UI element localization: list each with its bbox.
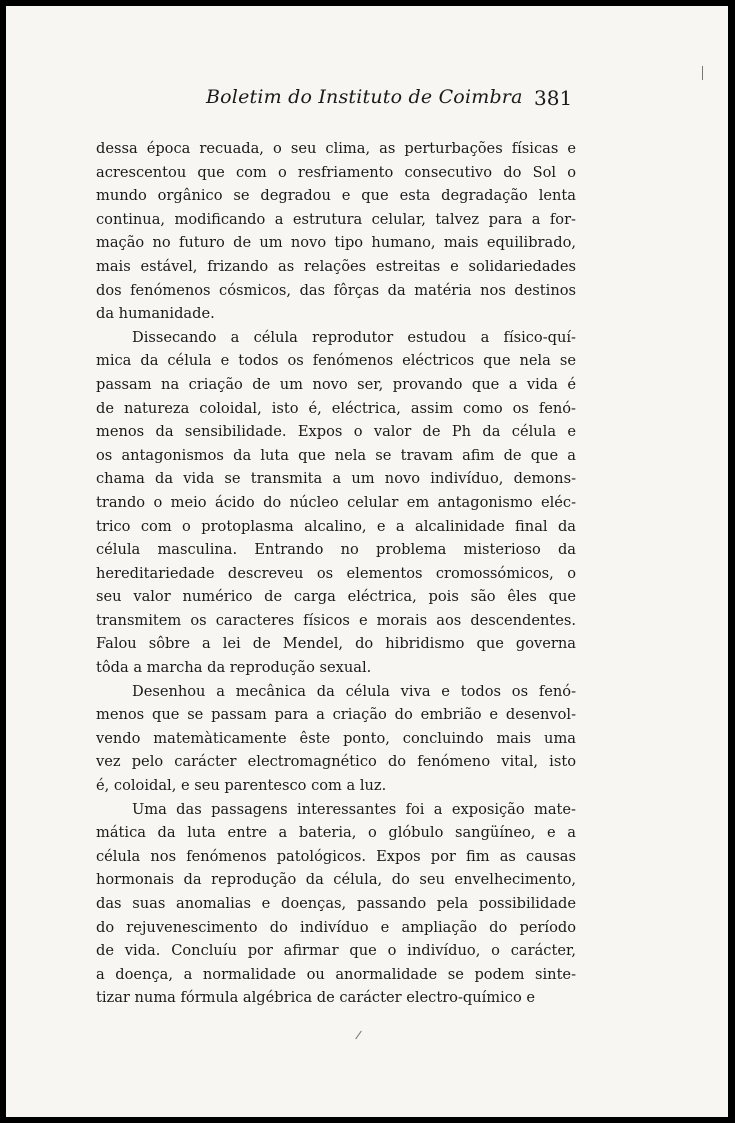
text-line: trico com o protoplasma alcalino, e a alcalinidade final da bbox=[96, 517, 576, 535]
text-line: passam na criação de um novo ser, provando que a vida é bbox=[96, 375, 576, 393]
text-line: tôda a marcha da reprodução sexual. bbox=[96, 659, 372, 677]
text-line: os antagonismos da luta que nela se travam afim de que a bbox=[96, 446, 576, 464]
text-line: mação no futuro de um novo tipo humano, mais equilibrado, bbox=[96, 234, 576, 252]
text-line: dessa época recuada, o seu clima, as perturbações físicas e bbox=[96, 140, 576, 157]
text-line: de vida. Concluíu por afirmar que o indivíduo, o carácter, bbox=[96, 942, 576, 960]
text-line: chama da vida se transmita a um novo indivíduo, demons- bbox=[96, 470, 576, 488]
text-line: mais estável, frizando as relações estreitas e solidariedades bbox=[96, 257, 576, 275]
page-number: 381 bbox=[534, 86, 573, 110]
text-line: menos da sensibilidade. Expos o valor de Ph da célula e bbox=[96, 423, 576, 441]
text-line: mundo orgânico se degradou e que esta degradação lenta bbox=[96, 187, 576, 205]
text-line: seu valor numérico de carga eléctrica, pois são êles que bbox=[96, 588, 576, 606]
text-line: menos que se passam para a criação do embrião e desenvol- bbox=[96, 706, 576, 724]
text-line: Dissecando a célula reprodutor estudou a físico-quí- bbox=[132, 328, 576, 346]
page-header bbox=[6, 86, 728, 116]
text-line: dos fenómenos cósmicos, das fôrças da matéria nos destinos bbox=[96, 281, 576, 299]
text-line: hormonais da reprodução da célula, do seu envelhecimento, bbox=[96, 871, 576, 889]
text-line: trando o meio ácido do núcleo celular em antagonismo eléc- bbox=[96, 493, 576, 511]
text-line: célula masculina. Entrando no problema misterioso da bbox=[96, 541, 576, 559]
text-line: mática da luta entre a bateria, o glóbulo sangüíneo, e a bbox=[96, 824, 576, 842]
text-line: mica da célula e todos os fenómenos eléctricos que nela se bbox=[96, 352, 576, 370]
text-line: vez pelo carácter electromagnético do fenómeno vital, isto bbox=[96, 753, 576, 771]
text-line: hereditariedade descreveu os elementos cromossómicos, o bbox=[96, 564, 576, 582]
text-line: vendo matemàticamente êste ponto, concluindo mais uma bbox=[96, 729, 576, 747]
text-line: continua, modificando a estrutura celular, talvez para a for- bbox=[96, 210, 576, 228]
running-title: Boletim do Instituto de Coimbra bbox=[206, 86, 523, 108]
book-page bbox=[6, 6, 728, 1117]
text-line: acrescentou que com o resfriamento consecutivo do Sol o bbox=[96, 163, 576, 181]
text-line: tizar numa fórmula algébrica de carácter electro-químico e bbox=[96, 989, 536, 1007]
text-line: transmitem os caracteres físicos e morais aos descendentes. bbox=[96, 611, 576, 629]
text-line: Desenhou a mecânica da célula viva e todos os fenó- bbox=[132, 682, 576, 700]
text-line: do rejuvenescimento do indivíduo e ampliação do período bbox=[96, 918, 576, 936]
text-line: é, coloidal, e seu parentesco com a luz. bbox=[96, 777, 387, 795]
text-line: de natureza coloidal, isto é, eléctrica, assim como os fenó- bbox=[96, 399, 576, 417]
text-line: Uma das passagens interessantes foi a exposição mate- bbox=[132, 800, 576, 818]
text-line: célula nos fenómenos patológicos. Expos por fim as causas bbox=[96, 847, 576, 865]
text-line: Falou sôbre a lei de Mendel, do hibridismo que governa bbox=[96, 635, 576, 653]
text-line: a doença, a normalidade ou anormalidade se podem sinte- bbox=[96, 965, 576, 983]
scan-mark bbox=[702, 66, 703, 80]
body-text bbox=[96, 137, 576, 1010]
scan-mark bbox=[355, 1031, 362, 1040]
text-line: da humanidade. bbox=[96, 305, 215, 323]
text-line: das suas anomalias e doenças, passando pela possibilidade bbox=[96, 895, 576, 912]
